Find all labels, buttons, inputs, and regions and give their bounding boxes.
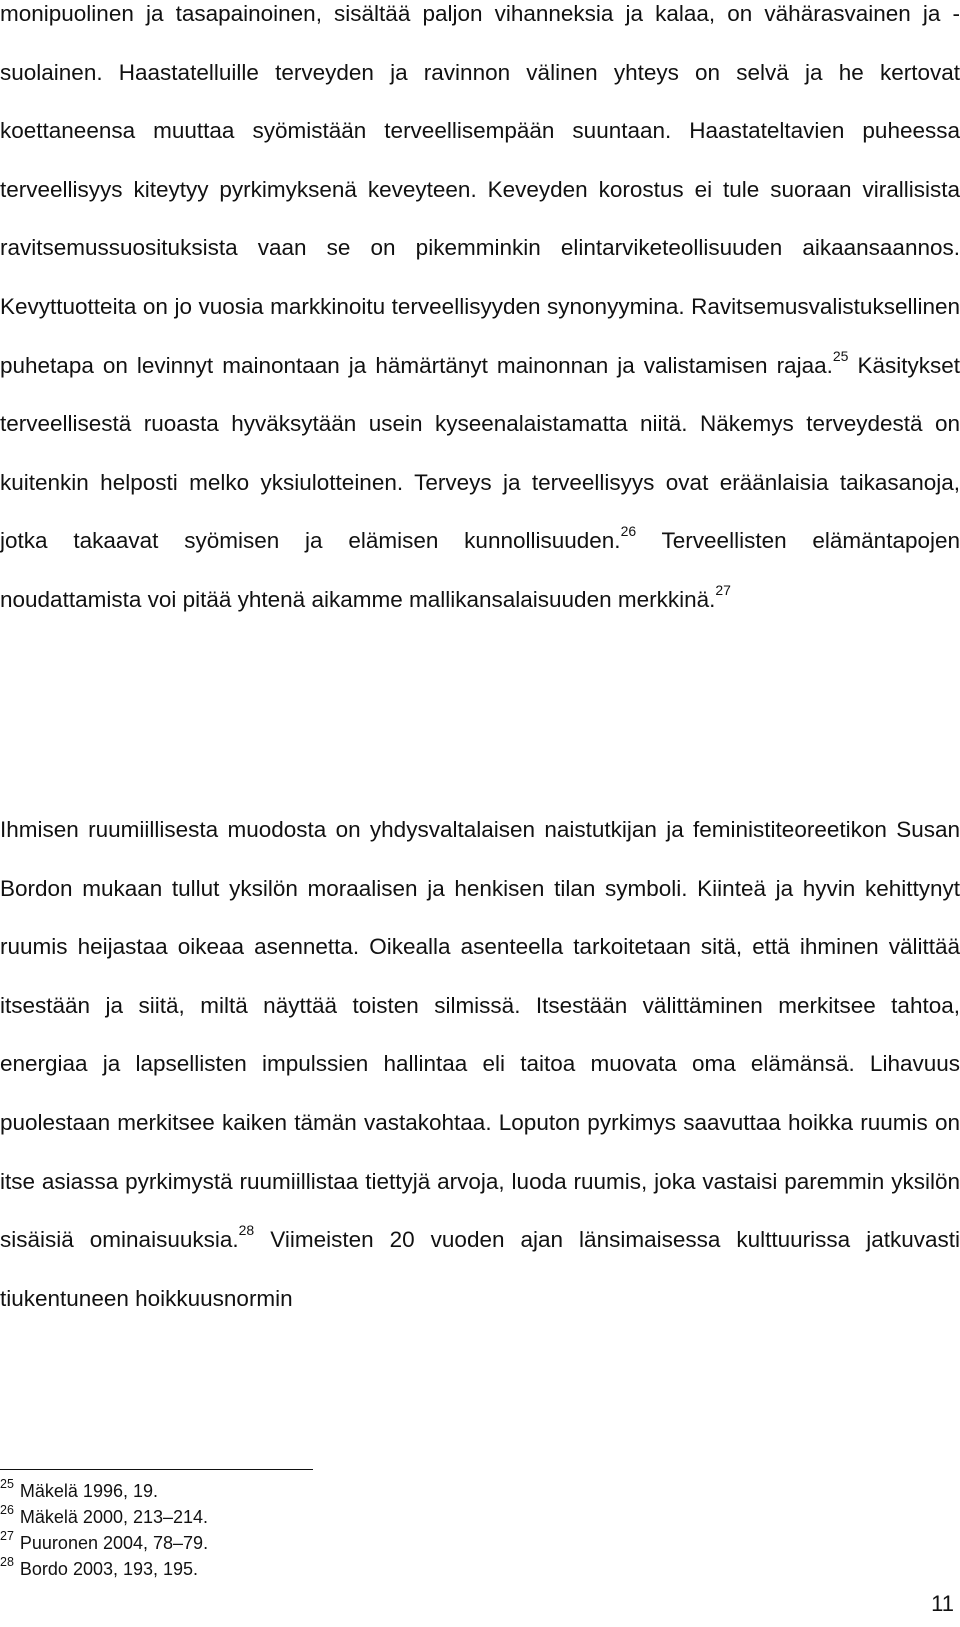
footnote-number: 27 xyxy=(0,1529,14,1543)
body-paragraph-1 xyxy=(0,0,960,630)
footnote-item xyxy=(0,1478,600,1504)
paragraph-text: Viimeisten 20 vuoden ajan länsimaisessa kulttuurissa jatkuvasti tiukentuneen hoikkuusnormin xyxy=(0,1227,960,1311)
footnote-ref-27[interactable]: 27 xyxy=(715,581,731,598)
paragraph-text: Käsitykset terveellisestä ruoasta hyväksytään usein kyseenalaistamatta niitä. Näkemys terveydestä on kuitenkin helposti melko yksiulotteinen. Terveys ja terveellisyys ovat eräänlaisia taikasanoja, jotka takaavat syömisen ja elämisen kunnollisuuden. xyxy=(0,352,960,554)
footnote-item xyxy=(0,1504,600,1530)
footnote-ref-25[interactable]: 25 xyxy=(832,347,849,364)
body-paragraph-2 xyxy=(0,801,960,1328)
footnote-ref-26[interactable]: 26 xyxy=(620,523,637,540)
paragraph-text: Terveellisten elämäntapojen noudattamista voi pitää yhtenä aikamme mallikansalaisuuden merkkinä. xyxy=(0,528,960,612)
footnote-number: 25 xyxy=(0,1477,14,1491)
footnote-text: Mäkelä 2000, 213–214. xyxy=(19,1507,209,1527)
footnote-text: Mäkelä 1996, 19. xyxy=(19,1481,158,1501)
paragraph-text: Ihmisen ruumiillisesta muodosta on yhdysvaltalaisen naistutkijan ja feministiteoreetikon Susan Bordon mukaan tullut yksilön moraalisen ja henkisen tilan symboli. Kiinteä ja hyvin kehittynyt ruumis heijastaa oikeaa asennetta. Oikealla asenteella tarkoitetaan sitä, että ihminen välittää itsestään ja siitä, miltä näyttää toisten silmissä. Itsestään välittäminen merkitsee tahtoa, energiaa ja lapsellisten impulssien hallintaa eli taitoa muovata oma elämänsä. Lihavuus puolestaan merkitsee kaiken tämän vastakohtaa. Loputon pyrkimys saavuttaa hoikka ruumis on itse asiassa pyrkimystä ruumiillistaa tiettyjä arvoja, luoda ruumis, joka vastaisi paremmin yksilön sisäisiä ominaisuuksia. xyxy=(0,817,960,1253)
footnote-text: Puuronen 2004, 78–79. xyxy=(19,1533,209,1553)
footnote-item xyxy=(0,1530,600,1556)
footnote-separator xyxy=(0,1469,313,1470)
footnote-text: Bordo 2003, 193, 195. xyxy=(19,1559,199,1579)
paragraph-text: monipuolinen ja tasapainoinen, sisältää paljon vihanneksia ja kalaa, on vähärasvainen ja -suolainen. Haastatelluille terveyden ja ravinnon välinen yhteys on selvä ja he kertovat koettaneensa muuttaa syömistään terveellisempään suuntaan. Haastateltavien puheessa terveellisyys kiteytyy pyrkimyksenä keveyteen. Keveyden korostus ei tule suoraan virallisista ravitsemussuosituksista vaan se on pikemminkin elintarviketeollisuuden aikaansaannos. Kevyttuotteita on jo vuosia markkinoitu terveellisyyden synonyymina. Ravitsemusvalistuksellinen puhetapa on levinnyt mainontaan ja hämärtänyt mainonnan ja valistamisen rajaa. xyxy=(0,1,960,378)
footnote-number: 28 xyxy=(0,1555,14,1569)
page-number: 11 xyxy=(931,1591,954,1616)
footnote-item xyxy=(0,1556,600,1582)
footnotes-list xyxy=(0,1478,600,1582)
footnote-number: 26 xyxy=(0,1503,14,1517)
footnote-ref-28[interactable]: 28 xyxy=(238,1222,255,1239)
